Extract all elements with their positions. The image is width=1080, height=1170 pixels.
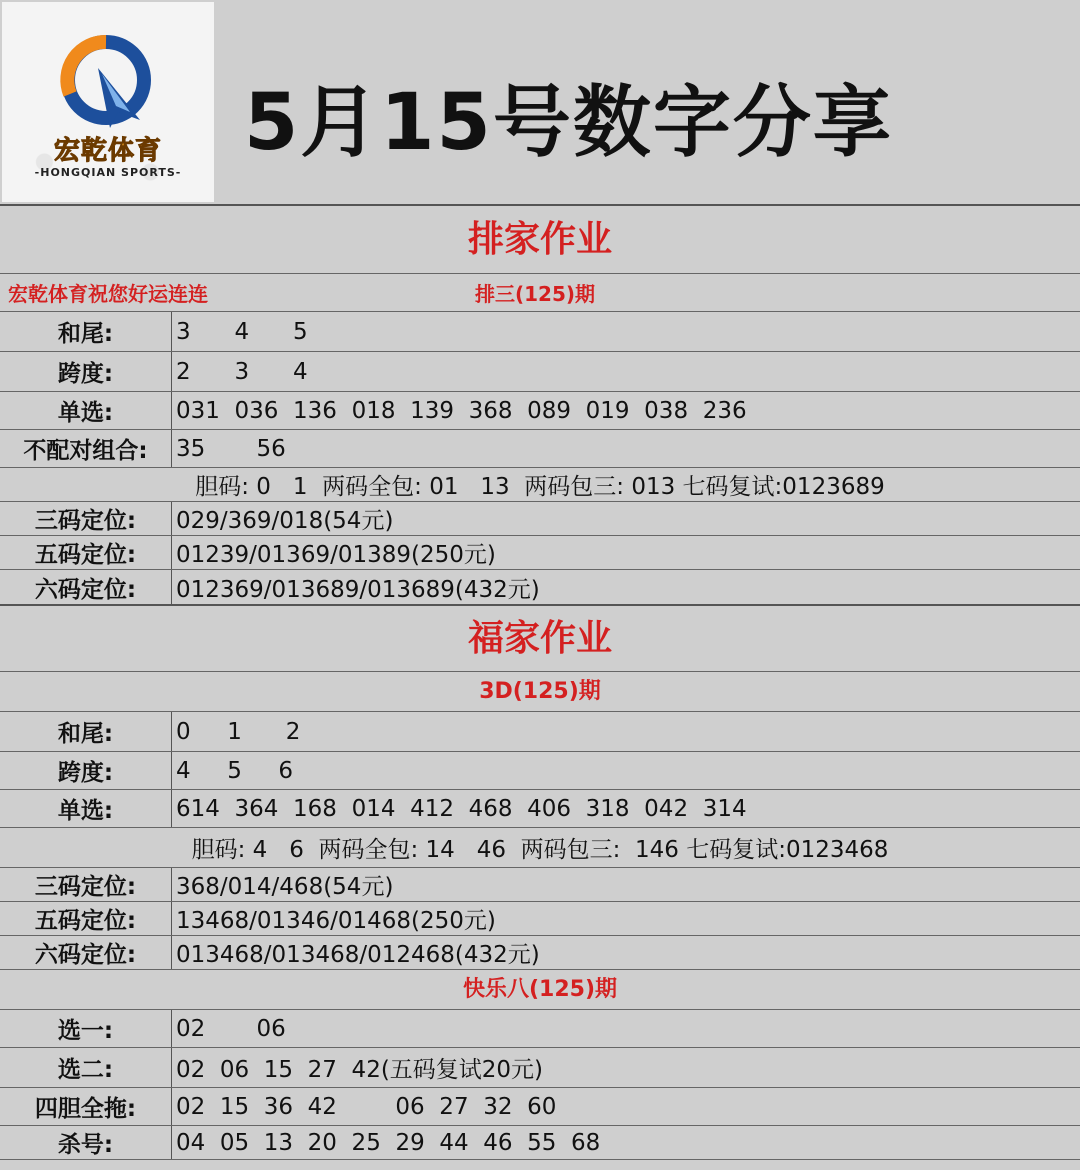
fc3d-row-danxuan [0, 790, 1080, 828]
fc3d-period: 3D(125)期 [479, 679, 601, 704]
kl8-row-xuanyi [0, 1010, 1080, 1048]
fc3d-section-title: 福家作业 [467, 618, 612, 659]
row-label: 跨度: [0, 352, 172, 391]
page-title: 5月15号数字分享 [244, 78, 893, 168]
fc3d-period-row [0, 672, 1080, 712]
row-label: 六码定位: [0, 570, 172, 604]
kl8-row-shahao [0, 1126, 1080, 1160]
pl3-period: 排三(125)期 [475, 282, 596, 306]
blessing-text: 宏乾体育祝您好运连连 [8, 282, 208, 306]
row-value: 02 15 36 42 06 27 32 60 [176, 1093, 557, 1120]
brand-logo [2, 2, 214, 202]
row-label: 跨度: [0, 752, 172, 789]
row-value: 2 3 4 [176, 358, 308, 385]
pl3-position-5 [0, 536, 1080, 570]
pl3-row-kuadu [0, 352, 1080, 392]
row-value: 02 06 [176, 1015, 286, 1042]
row-value: 029/369/018(54元) [176, 508, 394, 534]
kl8-row-sidan [0, 1088, 1080, 1126]
row-value: 031 036 136 018 139 368 089 019 038 236 [176, 397, 747, 424]
combo-line: 胆码: 0 1 两码全包: 01 13 两码包三: 013 七码复试:0123689 [195, 474, 885, 500]
row-label: 选一: [0, 1010, 172, 1047]
pl3-position-6 [0, 570, 1080, 606]
row-value: 13468/01346/01468(250元) [176, 908, 496, 934]
row-label: 单选: [0, 392, 172, 429]
row-label: 六码定位: [0, 936, 172, 969]
row-label: 选二: [0, 1048, 172, 1087]
logo-english-text: -HONGQIAN SPORTS- [34, 166, 182, 179]
row-value: 02 06 15 27 42(五码复试20元) [176, 1057, 544, 1083]
logo-chinese-text: 宏乾体育 [53, 136, 162, 166]
row-label: 和尾: [0, 312, 172, 351]
logo-emblem-icon [58, 32, 158, 132]
combo-line: 胆码: 4 6 两码全包: 14 46 两码包三: 146 七码复试:0123468 [191, 837, 889, 863]
fc3d-row-hewei [0, 712, 1080, 752]
fc3d-combo-row [0, 828, 1080, 868]
pl3-position-3 [0, 502, 1080, 536]
row-value: 0 1 2 [176, 718, 301, 745]
row-label: 三码定位: [0, 868, 172, 901]
row-value: 368/014/468(54元) [176, 874, 394, 900]
pl3-section-title: 排家作业 [467, 219, 612, 260]
kl8-period: 快乐八(125)期 [462, 977, 618, 1002]
pl3-row-danxuan [0, 392, 1080, 430]
row-value: 013468/013468/012468(432元) [176, 942, 540, 968]
row-value: 012369/013689/013689(432元) [176, 576, 540, 603]
row-value: 01239/01369/01389(250元) [176, 542, 496, 568]
row-label: 五码定位: [0, 902, 172, 935]
row-label: 五码定位: [0, 536, 172, 569]
kl8-period-row [0, 970, 1080, 1010]
row-value: 614 364 168 014 412 468 406 318 042 314 [176, 795, 747, 822]
row-label: 杀号: [0, 1126, 172, 1159]
row-value: 35 56 [176, 435, 286, 462]
fc3d-row-kuadu [0, 752, 1080, 790]
row-value: 04 05 13 20 25 29 44 46 55 68 [176, 1129, 601, 1156]
row-value: 3 4 5 [176, 318, 308, 345]
row-label: 四胆全拖: [0, 1088, 172, 1125]
row-label: 和尾: [0, 712, 172, 751]
row-label: 单选: [0, 790, 172, 827]
pl3-section-header [0, 206, 1080, 274]
pl3-row-buduipei [0, 430, 1080, 468]
fc3d-section-header [0, 606, 1080, 672]
fc3d-position-5 [0, 902, 1080, 936]
row-label: 不配对组合: [0, 430, 172, 467]
fc3d-position-6 [0, 936, 1080, 970]
row-value: 4 5 6 [176, 757, 294, 784]
row-label: 三码定位: [0, 502, 172, 535]
pl3-combo-row [0, 468, 1080, 502]
pl3-period-row [0, 274, 1080, 312]
fc3d-position-3 [0, 868, 1080, 902]
kl8-row-xuaner [0, 1048, 1080, 1088]
pl3-row-hewei [0, 312, 1080, 352]
header [0, 0, 1080, 206]
